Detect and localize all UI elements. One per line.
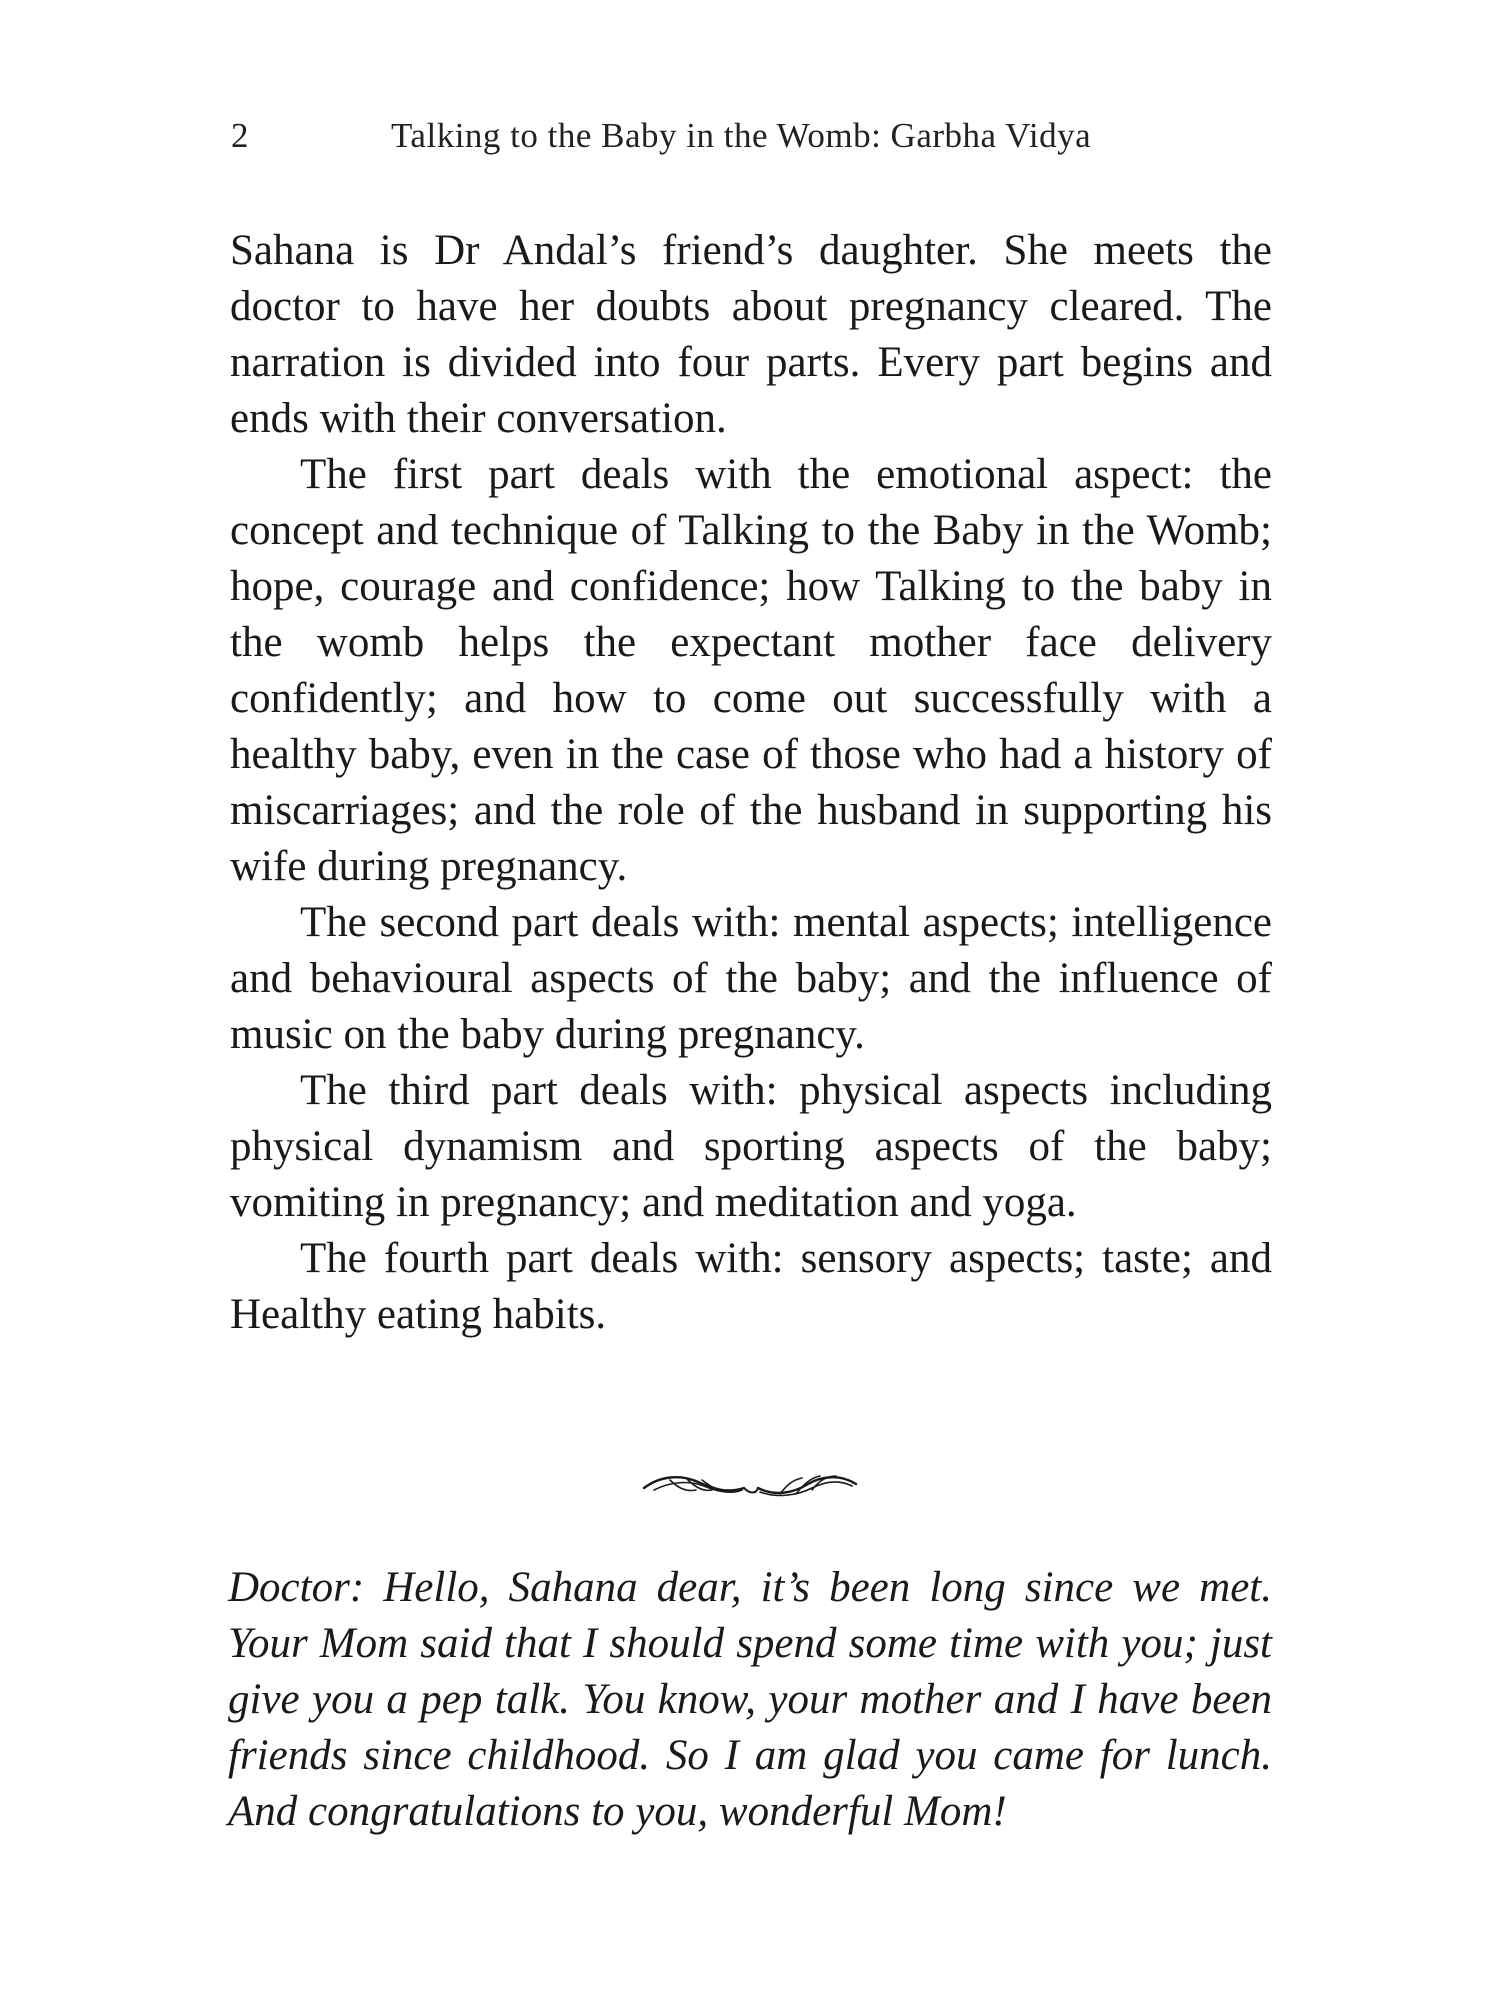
intro-paragraph: Sahana is Dr Andal’s friend’s daughter. She meets the doctor to have her doubts about pregnancy cleared. The narration is divided into four parts. Every part begins and ends with their conversation. bbox=[230, 227, 1272, 442]
second-part-paragraph: The second part deals with: mental aspects; intelligence and behavioural aspects of the baby; and the influence of music on the baby during pregnancy. bbox=[230, 899, 1272, 1058]
book-title: Talking to the Baby in the Womb: Garbha Vidya bbox=[391, 116, 1092, 155]
running-head bbox=[231, 116, 1271, 156]
third-part-paragraph: The third part deals with: physical aspects including physical dynamism and sporting aspects of the baby; vomiting in pregnancy; and meditation and yoga. bbox=[230, 1067, 1272, 1226]
body-text bbox=[230, 223, 1272, 1343]
flourish-divider-icon bbox=[640, 1462, 860, 1506]
doctor-dialogue: Doctor: Hello, Sahana dear, it’s been long since we met. Your Mom said that I should spend some time with you; just give you a pep talk. You know, your mother and I have been friends since childhood. So I am glad you came for lunch. And congratulations to you, wonderful Mom! bbox=[228, 1564, 1272, 1835]
first-part-paragraph: The first part deals with the emotional aspect: the concept and technique of Talking to the Baby in the Womb; hope, courage and confidence; how Talking to the baby in the womb helps the expectant mother face delivery confidently; and how to come out successfully with a healthy baby, even in the case of those who had a history of miscarriages; and the role of the husband in supporting his wife during pregnancy. bbox=[230, 451, 1272, 890]
fourth-part-paragraph: The fourth part deals with: sensory aspects; taste; and Healthy eating habits. bbox=[230, 1235, 1272, 1338]
page-number: 2 bbox=[231, 116, 249, 155]
dialogue-block bbox=[228, 1560, 1272, 1840]
